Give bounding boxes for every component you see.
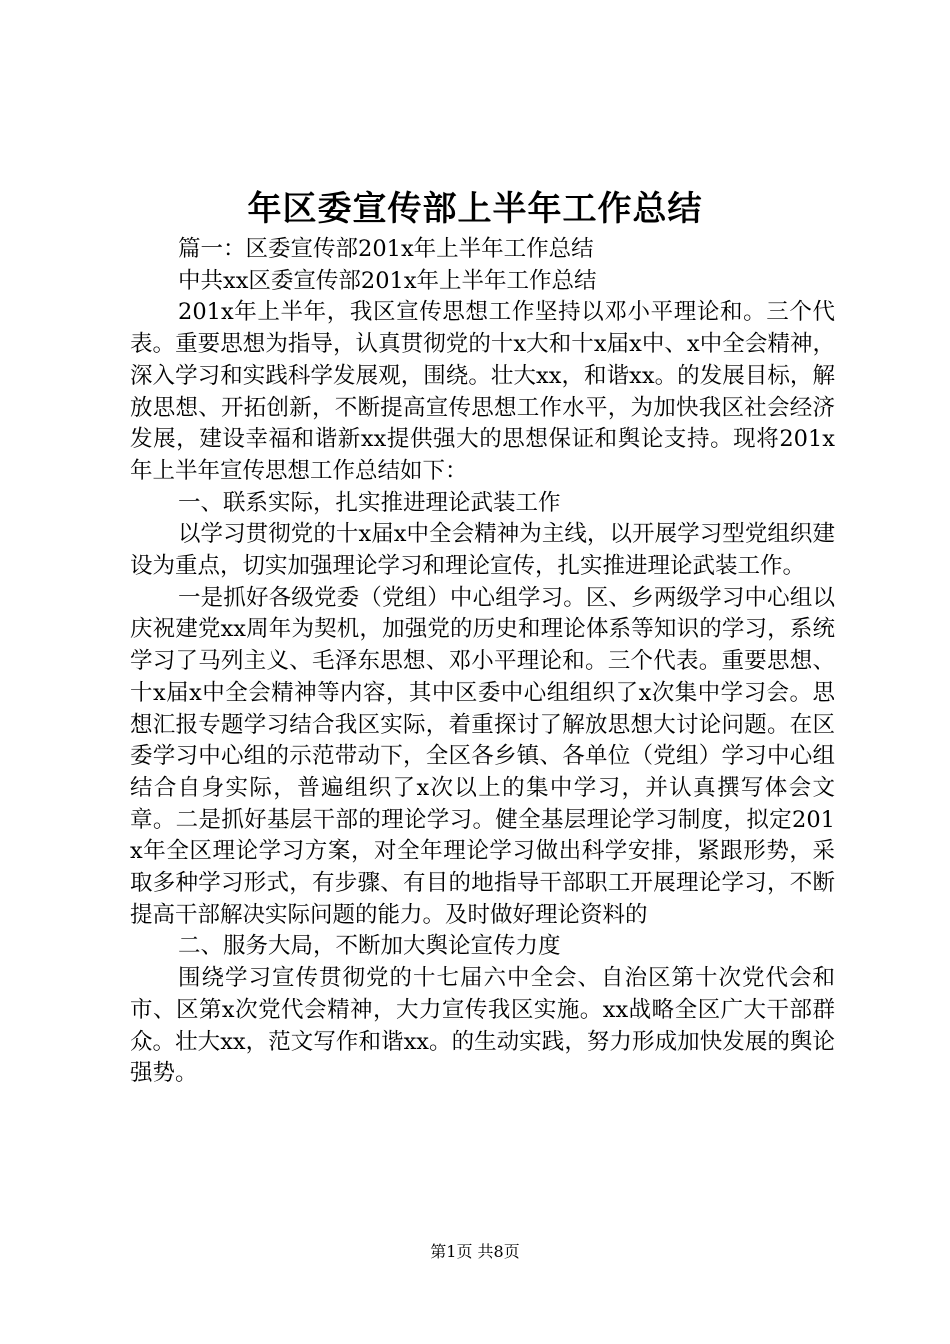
paragraph: 中共xx区委宣传部201x年上半年工作总结 — [178, 267, 597, 294]
document-body — [130, 234, 835, 1090]
page-footer: 第1页 共8页 — [430, 1242, 520, 1261]
paragraph: 围绕学习宣传贯彻党的十七届六中全会、自治区第十次党代会和市、区第x次党代会精神，大力宣传我区实施。xx战略全区广大干部群众。壮大xx，范文写作和谐xx。的生动实践，努力形成加快发展的舆论强势。 — [130, 965, 835, 1087]
section-heading: 二、服务大局，不断加大舆论宣传力度 — [178, 933, 561, 960]
document-title: 年区委宣传部上半年工作总结 — [247, 189, 703, 229]
paragraph: 201x年上半年，我区宣传思想工作坚持以邓小平理论和。三个代表。重要思想为指导，认真贯彻党的十x大和十x届x中、x中全会精神，深入学习和实践科学发展观，围绕。壮大xx，和谐xx。的发展目标，解放思想、开拓创新，不断提高宣传思想工作水平，为加快我区社会经济发展，建设幸福和谐新xx提供强大的思想保证和舆论支持。现将201x年上半年宣传思想工作总结如下： — [130, 299, 835, 484]
paragraph: 一是抓好各级党委（党组）中心组学习。区、乡两级学习中心组以庆祝建党xx周年为契机，加强党的历史和理论体系等知识的学习，系统学习了马列主义、毛泽东思想、邓小平理论和。三个代表。重要思想、十x届x中全会精神等内容，其中区委中心组组织了x次集中学习会。思想汇报专题学习结合我区实际，着重探讨了解放思想大讨论问题。在区委学习中心组的示范带动下，全区各乡镇、各单位（党组）学习中心组结合自身实际，普遍组织了x次以上的集中学习，并认真撰写体会文章。二是抓好基层干部的理论学习。健全基层理论学习制度，拟定201x年全区理论学习方案，对全年理论学习做出科学安排，紧跟形势，采取多种学习形式，有步骤、有目的地指导干部职工开展理论学习，不断提高干部解决实际问题的能力。及时做好理论资料的 — [130, 584, 835, 928]
section-heading: 一、联系实际，扎实推进理论武装工作 — [178, 489, 561, 516]
paragraph: 以学习贯彻党的十x届x中全会精神为主线，以开展学习型党组织建设为重点，切实加强理论学习和理论宣传，扎实推进理论武装工作。 — [130, 521, 835, 580]
paragraph: 篇一：区委宣传部201x年上半年工作总结 — [178, 236, 594, 262]
